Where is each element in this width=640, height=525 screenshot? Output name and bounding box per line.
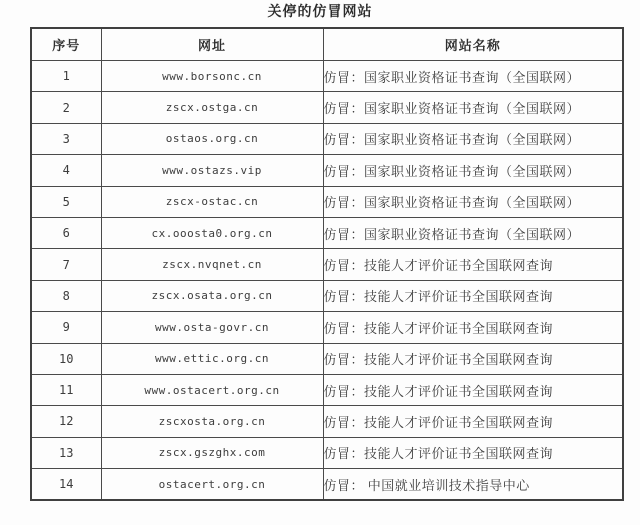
cell-serial-number: 9 <box>31 312 101 343</box>
cell-site-name: 仿冒：国家职业资格证书查询（全国联网） <box>323 92 623 123</box>
cell-site-name: 仿冒：技能人才评价证书全国联网查询 <box>323 312 623 343</box>
cell-site-name: 仿冒：技能人才评价证书全国联网查询 <box>323 374 623 405</box>
cell-site-name: 仿冒：技能人才评价证书全国联网查询 <box>323 249 623 280</box>
cell-site-name: 仿冒：技能人才评价证书全国联网查询 <box>323 343 623 374</box>
cell-url: www.borsonc.cn <box>101 61 323 92</box>
table-row <box>31 280 623 311</box>
table-row <box>31 92 623 123</box>
cell-site-name: 仿冒： 中国就业培训技术指导中心 <box>323 469 623 501</box>
cell-serial-number: 12 <box>31 406 101 437</box>
table-row <box>31 374 623 405</box>
cell-url: www.ettic.org.cn <box>101 343 323 374</box>
table-row <box>31 343 623 374</box>
cell-url: zscx.osata.org.cn <box>101 280 323 311</box>
cell-serial-number: 11 <box>31 374 101 405</box>
cell-url: zscx.ostga.cn <box>101 92 323 123</box>
cell-site-name: 仿冒：国家职业资格证书查询（全国联网） <box>323 123 623 154</box>
cell-serial-number: 14 <box>31 469 101 501</box>
cell-site-name: 仿冒：技能人才评价证书全国联网查询 <box>323 280 623 311</box>
table-row <box>31 406 623 437</box>
page-title: 关停的仿冒网站 <box>267 5 373 20</box>
cell-serial-number: 8 <box>31 280 101 311</box>
table-row <box>31 469 623 501</box>
cell-url: zscxosta.org.cn <box>101 406 323 437</box>
table-row <box>31 61 623 92</box>
cell-url: zscx-ostac.cn <box>101 186 323 217</box>
table-row <box>31 155 623 186</box>
header-serial-number: 序号 <box>31 28 101 61</box>
header-site-name: 网站名称 <box>323 28 623 61</box>
table-row <box>31 249 623 280</box>
cell-serial-number: 6 <box>31 217 101 248</box>
table-row <box>31 123 623 154</box>
cell-site-name: 仿冒：技能人才评价证书全国联网查询 <box>323 437 623 468</box>
cell-url: ostacert.org.cn <box>101 469 323 501</box>
cell-url: zscx.nvqnet.cn <box>101 249 323 280</box>
cell-url: www.ostazs.vip <box>101 155 323 186</box>
cell-site-name: 仿冒：国家职业资格证书查询（全国联网） <box>323 61 623 92</box>
table-row <box>31 217 623 248</box>
cell-site-name: 仿冒：国家职业资格证书查询（全国联网） <box>323 186 623 217</box>
cell-url: zscx.gszghx.com <box>101 437 323 468</box>
cell-url: ostaos.org.cn <box>101 123 323 154</box>
cell-serial-number: 3 <box>31 123 101 154</box>
cell-serial-number: 7 <box>31 249 101 280</box>
cell-site-name: 仿冒：国家职业资格证书查询（全国联网） <box>323 217 623 248</box>
cell-url: cx.ooosta0.org.cn <box>101 217 323 248</box>
table-row <box>31 437 623 468</box>
table-header <box>31 28 623 61</box>
cell-serial-number: 5 <box>31 186 101 217</box>
table-body <box>31 61 623 501</box>
cell-site-name: 仿冒：国家职业资格证书查询（全国联网） <box>323 155 623 186</box>
cell-serial-number: 10 <box>31 343 101 374</box>
header-row <box>31 28 623 61</box>
table-row <box>31 186 623 217</box>
table-row <box>31 312 623 343</box>
cell-serial-number: 4 <box>31 155 101 186</box>
header-url: 网址 <box>101 28 323 61</box>
cell-serial-number: 13 <box>31 437 101 468</box>
blocked-sites-table <box>30 27 624 501</box>
cell-site-name: 仿冒：技能人才评价证书全国联网查询 <box>323 406 623 437</box>
cell-url: www.osta-govr.cn <box>101 312 323 343</box>
cell-url: www.ostacert.org.cn <box>101 374 323 405</box>
cell-serial-number: 1 <box>31 61 101 92</box>
cell-serial-number: 2 <box>31 92 101 123</box>
